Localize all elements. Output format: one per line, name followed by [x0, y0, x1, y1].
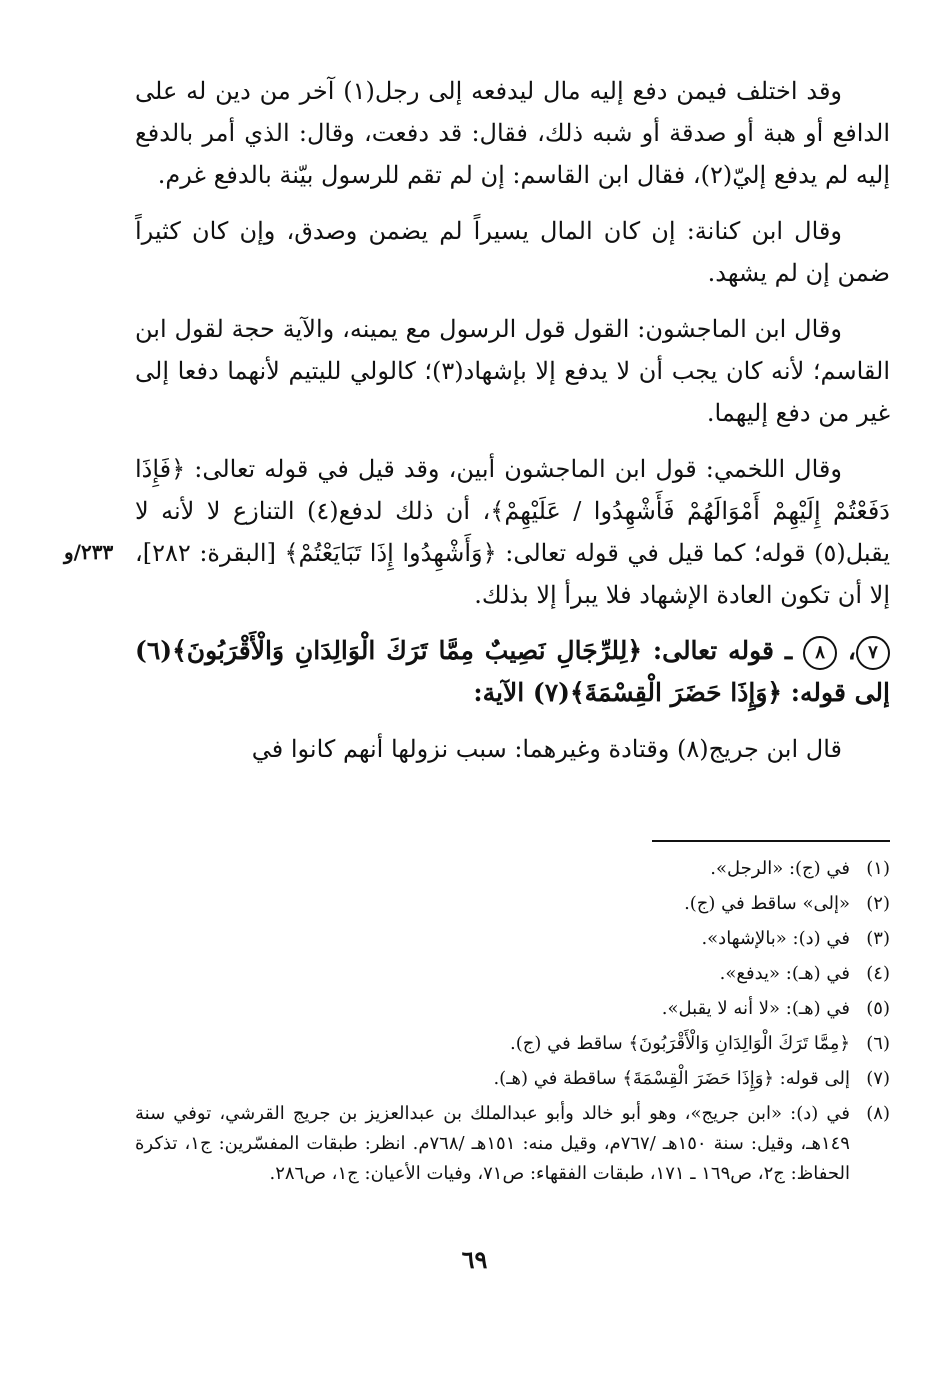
paragraph-1: وقد اختلف فيمن دفع إليه مال ليدفعه إلى رجل(١) آخر من دين له على الدافع أو هبة أو صدقة أو شبه ذلك، فقال: قد دفعت، وقال: الذي أمر بالدفع إليه لم يدفع إليّ(٢)، فقال ابن القاسم: إن لم تقم للرسول بيّنة بالدفع غرم. [135, 77, 890, 189]
verse-number-8: ٨ [803, 636, 837, 670]
footnote-number: (٨) [866, 1103, 890, 1124]
heading-connector: إلى قوله: [790, 678, 890, 707]
margin-folio-note: ٢٣٣/و [64, 540, 114, 564]
footnote [135, 1029, 890, 1059]
footnote [135, 854, 890, 884]
footnote-number: (٢) [866, 893, 890, 914]
footnote-number: (٤) [866, 963, 890, 984]
verse-number-7: ٧ [856, 636, 890, 670]
footnote [135, 889, 890, 919]
paragraph-4: وقال اللخمي: قول ابن الماجشون أبين، وقد قيل في قوله تعالى: ﴿فَإِذَا دَفَعْتُمْ إِلَيْهِمْ أَمْوَالَهُمْ فَأَشْهِدُوا / عَلَيْهِمْ﴾، أن ذلك لدفع(٤) التنازع لا لأنه لا يقبل(٥) قوله؛ كما قيل في قوله تعالى: ﴿وَأَشْهِدُوا إِذَا تَبَايَعْتُمْ﴾ [البقرة: ٢٨٢]، إلا أن تكون العادة الإشهاد فلا يبرأ إلا بذلك. [135, 455, 890, 609]
heading-label: ـ قوله تعالى: [652, 636, 793, 665]
footnote-text: «إلى» ساقط في (ج). [684, 893, 850, 914]
footnotes [135, 854, 890, 1194]
footnote-number: (٣) [866, 928, 890, 949]
footnote-text: في (هـ): «يدفع». [719, 963, 850, 984]
footnote [135, 994, 890, 1024]
footnote-text: في (هـ): «لا أنه لا يقبل». [661, 998, 850, 1019]
heading-verse-one: ﴿لِلرِّجَالِ نَصِيبٌ مِمَّا تَرَكَ الْوَالِدَانِ وَالْأَقْرَبُونَ﴾(٦) [135, 636, 642, 665]
footnote-number: (٥) [866, 998, 890, 1019]
main-text [135, 70, 890, 784]
footnote-number: (٦) [866, 1033, 890, 1054]
verse-heading: ٧، ٨ ـ قوله تعالى: ﴿لِلرِّجَالِ نَصِيبٌ مِمَّا تَرَكَ الْوَالِدَانِ وَالْأَقْرَبُونَ﴾(٦) إلى قوله: ﴿وَإِذَا حَضَرَ الْقِسْمَةَ﴾(٧) الآية: [135, 636, 890, 707]
footnote [135, 1064, 890, 1094]
footnote-divider [652, 840, 890, 842]
footnote-text: في (د): «ابن جريج»، وهو أبو خالد وأبو عبدالملك بن عبدالعزيز بن جريج القرشي، توفي سنة ١٤٩هـ، وقيل: سنة ١٥٠هـ /٧٦٧م، وقيل منه: ١٥١هـ /٧٦٨م. انظر: طبقات المفسّرين: ج١، تذكرة الحفاظ: ج٢، ص١٦٩ ـ ١٧١، طبقات الفقهاء: ص٧١، وفيات الأعيان: ج١، ص٢٨٦. [135, 1103, 850, 1184]
footnote-number: (١) [866, 858, 890, 879]
footnote-text: إلى قوله: ﴿وَإِذَا حَضَرَ الْقِسْمَةَ﴾ ساقطة في (هـ). [493, 1068, 850, 1089]
footnote-number: (٧) [866, 1068, 890, 1089]
footnote-text: في (ج): «الرجل». [710, 858, 850, 879]
paragraph-5: قال ابن جريج(٨) وقتادة وغيرهما: سبب نزولها أنهم كانوا في [251, 735, 842, 763]
footnote [135, 959, 890, 989]
footnote [135, 924, 890, 954]
footnote [135, 1099, 890, 1189]
page-number: ٦٩ [461, 1245, 488, 1274]
paragraph-2: وقال ابن كنانة: إن كان المال يسيراً لم يضمن وصدق، وإن كان كثيراً ضمن إن لم يشهد. [135, 217, 890, 287]
footnote-text: في (د): «بالإشهاد». [701, 928, 850, 949]
heading-verse-two: ﴿وَإِذَا حَضَرَ الْقِسْمَةَ﴾(٧) الآية: [473, 678, 783, 707]
paragraph-3: وقال ابن الماجشون: القول قول الرسول مع يمينه، والآية حجة لقول ابن القاسم؛ لأنه كان يجب أن لا يدفع إلا بإشهاد(٣)؛ كالولي لليتيم لأنهما دفعا إلى غير من دفع إليهما. [135, 315, 891, 427]
footnote-text: ﴿مِمَّا تَرَكَ الْوَالِدَانِ وَالْأَقْرَبُونَ﴾ ساقط في (ج). [510, 1033, 850, 1054]
